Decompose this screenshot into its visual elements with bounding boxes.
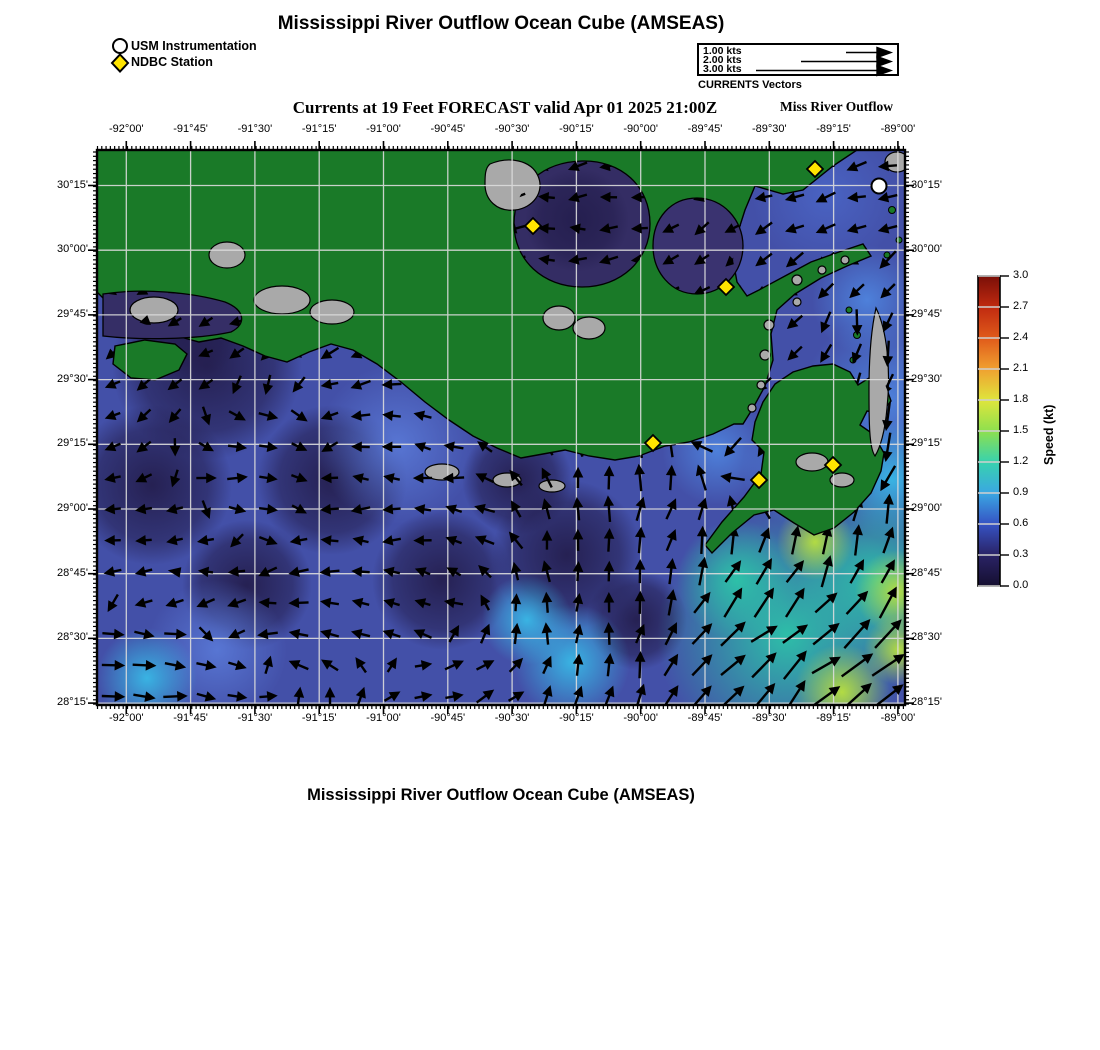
lon-tick-label-bottom: -91°30' [237,712,273,724]
vector-legend-title: CURRENTS Vectors [698,79,802,91]
lon-tick-label-bottom: -89°00' [880,712,916,724]
outflow-annotation: Miss River Outflow [780,99,893,114]
colorbar-tick-label: 1.8 [1013,393,1029,405]
lon-tick-label-top: -90°45' [430,123,466,135]
page-title: Mississippi River Outflow Ocean Cube (AMSEAS) [277,13,725,34]
diamond-marker [112,55,128,72]
lon-tick-label-bottom: -89°45' [687,712,723,724]
lon-tick-label-bottom: -89°30' [751,712,787,724]
colorbar-title: Speed (kt) [1042,404,1056,465]
lon-tick-label-bottom: -91°00' [366,712,401,724]
lon-tick-label-top: -91°45' [173,123,208,135]
vector-legend-2kt: 2.00 kts [703,54,742,66]
lat-tick-label-right: 29°15' [911,437,942,450]
lat-tick-label-right: 30°00' [911,243,942,256]
lake-borgne [653,198,743,294]
vector-legend-1kt: 1.00 kts [703,45,742,57]
colorbar-tick-label: 0.6 [1013,517,1029,529]
lon-tick-label-bottom: -90°30' [494,712,530,724]
lat-tick-label-left: 28°30' [57,631,88,644]
lon-tick-label-bottom: -90°15' [559,712,594,724]
lat-tick-label-left: 29°15' [57,437,88,450]
colorbar-tick-label: 3.0 [1013,269,1029,281]
lon-tick-label-top: -91°15' [301,123,337,135]
colorbar-tick-label: 1.5 [1013,424,1029,436]
lon-tick-label-bottom: -91°15' [301,712,337,724]
colorbar-tick-label: 2.7 [1013,300,1029,312]
legend-ndbc-label: NDBC Station [131,55,213,69]
legend-usm-label: USM Instrumentation [131,39,257,53]
lon-tick-label-top: -91°30' [237,123,273,135]
lat-tick-label-left: 28°45' [57,566,88,579]
lon-tick-label-top: -89°00' [880,123,916,135]
lat-tick-label-right: 30°15' [911,178,942,191]
colorbar-tick-label: 0.9 [1013,486,1029,498]
lon-tick-label-top: -90°15' [559,123,594,135]
lat-tick-label-right: 28°45' [911,566,942,579]
lat-tick-label-left: 30°15' [57,178,88,191]
colorbar-tick-label: 1.2 [1013,455,1029,467]
lon-tick-label-top: -91°00' [366,123,401,135]
lat-tick-label-right: 28°30' [911,631,942,644]
lon-tick-label-top: -89°45' [687,123,723,135]
lat-tick-label-right: 29°45' [911,307,942,320]
lat-tick-label-right: 29°30' [911,372,942,385]
lat-tick-label-left: 29°45' [57,307,88,320]
lat-tick-label-left: 29°00' [57,502,88,514]
lon-tick-label-bottom: -92°00' [108,712,144,724]
lon-tick-label-top: -89°30' [751,123,787,135]
lon-tick-label-top: -89°15' [816,123,851,135]
station-legend-markers [112,39,128,72]
lat-tick-label-right: 29°00' [911,502,942,514]
colorbar [978,276,1009,586]
footer-title: Mississippi River Outflow Ocean Cube (AMSEAS) [307,786,695,804]
vector-legend-3kt: 3.00 kts [703,63,742,75]
lat-tick-label-left: 28°15' [57,696,88,709]
lat-tick-label-right: 28°15' [911,696,942,709]
colorbar-tick-label: 2.1 [1013,362,1029,374]
lon-tick-label-bottom: -91°45' [173,712,208,724]
lon-tick-label-top: -92°00' [108,123,144,135]
lon-tick-label-top: -90°00' [623,123,659,135]
vector-legend-arrows [756,48,891,76]
forecast-subtitle: Currents at 19 Feet FORECAST valid Apr 01 2025 21:00Z [292,98,718,117]
circle-marker [113,39,127,53]
lon-tick-label-bottom: -90°45' [430,712,466,724]
lon-tick-label-bottom: -89°15' [816,712,851,724]
lat-tick-label-left: 30°00' [57,243,88,256]
colorbar-tick-label: 2.4 [1013,331,1029,343]
lon-tick-label-top: -90°30' [494,123,530,135]
lon-tick-label-bottom: -90°00' [623,712,659,724]
usm-station-marker [872,179,887,194]
colorbar-tick-label: 0.0 [1013,579,1029,591]
lat-tick-label-left: 29°30' [57,372,88,385]
colorbar-tick-label: 0.3 [1013,548,1029,560]
